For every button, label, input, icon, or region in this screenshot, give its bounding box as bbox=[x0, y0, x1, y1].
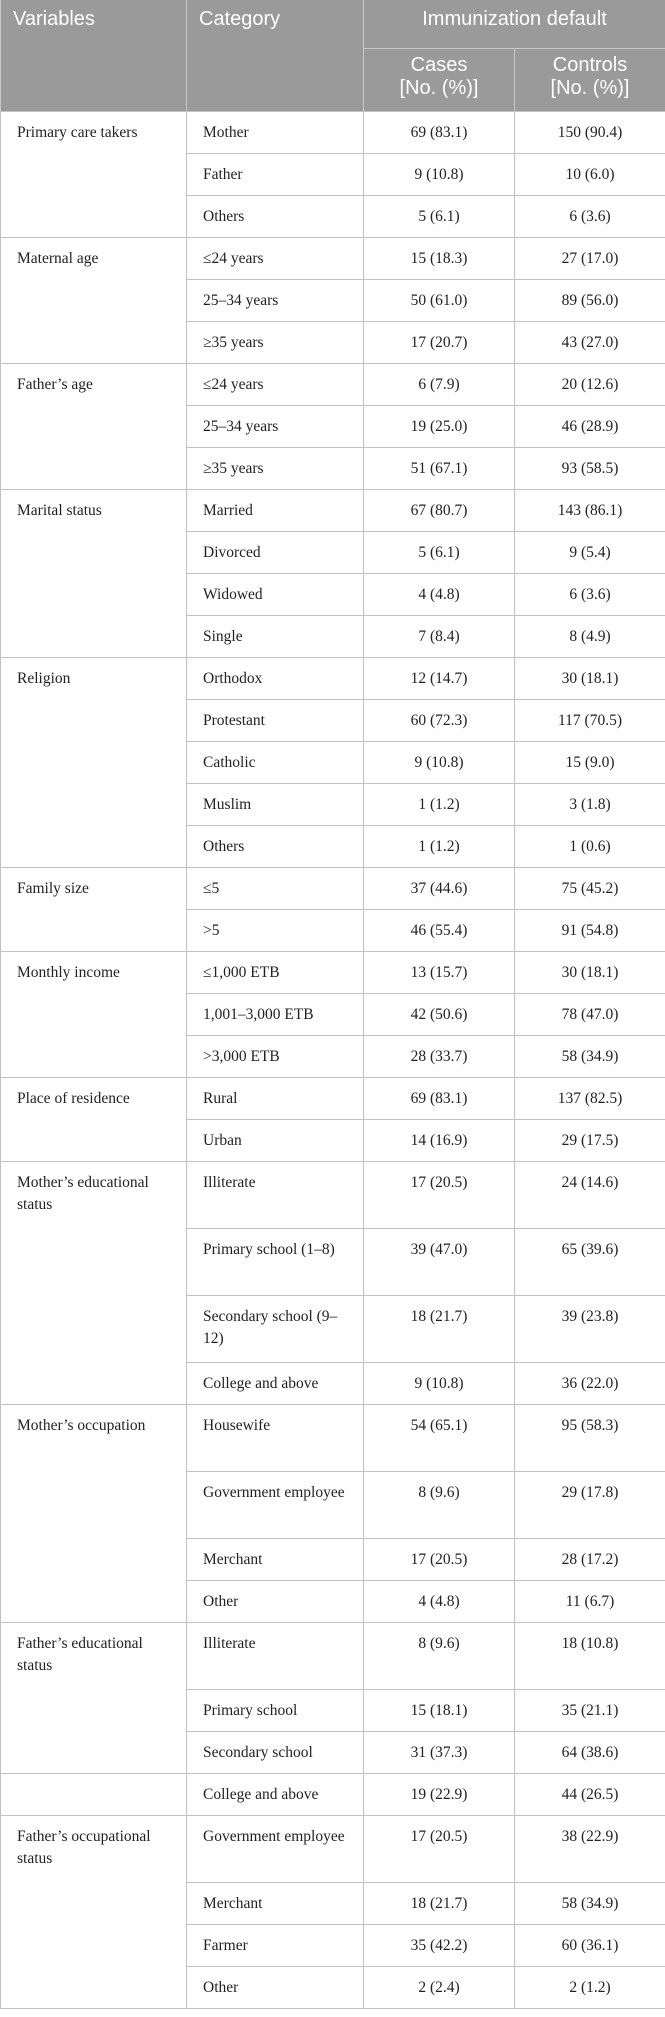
cases-cell: 5 (6.1) bbox=[364, 196, 515, 238]
controls-cell: 93 (58.5) bbox=[515, 448, 665, 490]
category-cell: Secondary school bbox=[187, 1732, 364, 1774]
table-row bbox=[1, 1405, 665, 1472]
table-row bbox=[1, 658, 665, 700]
cases-cell: 14 (16.9) bbox=[364, 1120, 515, 1162]
variable-cell: Mother’s educational status bbox=[1, 1162, 187, 1405]
category-cell: >3,000 ETB bbox=[187, 1036, 364, 1078]
controls-cell: 15 (9.0) bbox=[515, 742, 665, 784]
controls-cell: 58 (34.9) bbox=[515, 1036, 665, 1078]
variable-cell: Mother’s occupation bbox=[1, 1405, 187, 1623]
cases-cell: 17 (20.5) bbox=[364, 1539, 515, 1581]
table-row bbox=[1, 364, 665, 406]
controls-cell: 2 (1.2) bbox=[515, 1967, 665, 2009]
cases-cell: 69 (83.1) bbox=[364, 112, 515, 154]
category-cell: Divorced bbox=[187, 532, 364, 574]
category-cell: Father bbox=[187, 154, 364, 196]
cases-cell: 60 (72.3) bbox=[364, 700, 515, 742]
cases-cell: 37 (44.6) bbox=[364, 868, 515, 910]
controls-cell: 24 (14.6) bbox=[515, 1162, 665, 1229]
cases-cell: 18 (21.7) bbox=[364, 1883, 515, 1925]
header-category: Category bbox=[187, 0, 364, 112]
category-cell: Illiterate bbox=[187, 1162, 364, 1229]
cases-cell: 1 (1.2) bbox=[364, 826, 515, 868]
cases-cell: 31 (37.3) bbox=[364, 1732, 515, 1774]
category-cell: ≤24 years bbox=[187, 364, 364, 406]
category-cell: Merchant bbox=[187, 1883, 364, 1925]
cases-cell: 39 (47.0) bbox=[364, 1229, 515, 1296]
header-cases-label: Cases bbox=[410, 54, 468, 77]
category-cell: Other bbox=[187, 1967, 364, 2009]
controls-cell: 137 (82.5) bbox=[515, 1078, 665, 1120]
cases-cell: 28 (33.7) bbox=[364, 1036, 515, 1078]
controls-cell: 38 (22.9) bbox=[515, 1816, 665, 1883]
category-cell: ≤24 years bbox=[187, 238, 364, 280]
controls-cell: 6 (3.6) bbox=[515, 574, 665, 616]
category-cell: Widowed bbox=[187, 574, 364, 616]
header-cases bbox=[364, 49, 515, 112]
variable-cell: Father’s age bbox=[1, 364, 187, 490]
cases-cell: 9 (10.8) bbox=[364, 742, 515, 784]
header-controls bbox=[515, 49, 665, 112]
header-cases-unit: [No. (%)] bbox=[399, 77, 479, 100]
category-cell: Protestant bbox=[187, 700, 364, 742]
category-cell: Government employee bbox=[187, 1816, 364, 1883]
controls-cell: 10 (6.0) bbox=[515, 154, 665, 196]
cases-cell: 69 (83.1) bbox=[364, 1078, 515, 1120]
category-cell: Others bbox=[187, 826, 364, 868]
category-cell: Catholic bbox=[187, 742, 364, 784]
controls-cell: 29 (17.8) bbox=[515, 1472, 665, 1539]
variable-cell: Father’s occupational status bbox=[1, 1816, 187, 2009]
category-cell: Other bbox=[187, 1581, 364, 1623]
cases-cell: 4 (4.8) bbox=[364, 574, 515, 616]
controls-cell: 18 (10.8) bbox=[515, 1623, 665, 1690]
controls-cell: 117 (70.5) bbox=[515, 700, 665, 742]
cases-cell: 7 (8.4) bbox=[364, 616, 515, 658]
controls-cell: 95 (58.3) bbox=[515, 1405, 665, 1472]
table-header bbox=[1, 0, 665, 112]
category-cell: 25–34 years bbox=[187, 406, 364, 448]
cases-cell: 19 (22.9) bbox=[364, 1774, 515, 1816]
variable-cell: Father’s educational status bbox=[1, 1623, 187, 1774]
cases-cell: 67 (80.7) bbox=[364, 490, 515, 532]
table-row bbox=[1, 1078, 665, 1120]
category-cell: Single bbox=[187, 616, 364, 658]
cases-cell: 46 (55.4) bbox=[364, 910, 515, 952]
controls-cell: 36 (22.0) bbox=[515, 1363, 665, 1405]
cases-cell: 17 (20.7) bbox=[364, 322, 515, 364]
controls-cell: 29 (17.5) bbox=[515, 1120, 665, 1162]
controls-cell: 78 (47.0) bbox=[515, 994, 665, 1036]
category-cell: Primary school bbox=[187, 1690, 364, 1732]
category-cell: Others bbox=[187, 196, 364, 238]
controls-cell: 9 (5.4) bbox=[515, 532, 665, 574]
cases-cell: 54 (65.1) bbox=[364, 1405, 515, 1472]
controls-cell: 11 (6.7) bbox=[515, 1581, 665, 1623]
category-cell: Muslim bbox=[187, 784, 364, 826]
variable-cell bbox=[1, 1774, 187, 1816]
table-row bbox=[1, 238, 665, 280]
category-cell: College and above bbox=[187, 1774, 364, 1816]
cases-cell: 15 (18.3) bbox=[364, 238, 515, 280]
controls-cell: 39 (23.8) bbox=[515, 1296, 665, 1363]
controls-cell: 64 (38.6) bbox=[515, 1732, 665, 1774]
controls-cell: 27 (17.0) bbox=[515, 238, 665, 280]
table-row bbox=[1, 1623, 665, 1690]
variable-cell: Maternal age bbox=[1, 238, 187, 364]
category-cell: Married bbox=[187, 490, 364, 532]
controls-cell: 20 (12.6) bbox=[515, 364, 665, 406]
category-cell: ≥35 years bbox=[187, 448, 364, 490]
header-variables: Variables bbox=[1, 0, 187, 112]
controls-cell: 75 (45.2) bbox=[515, 868, 665, 910]
table-row bbox=[1, 868, 665, 910]
controls-cell: 46 (28.9) bbox=[515, 406, 665, 448]
cases-cell: 1 (1.2) bbox=[364, 784, 515, 826]
cases-cell: 2 (2.4) bbox=[364, 1967, 515, 2009]
category-cell: ≤5 bbox=[187, 868, 364, 910]
category-cell: ≥35 years bbox=[187, 322, 364, 364]
category-cell: Primary school (1–8) bbox=[187, 1229, 364, 1296]
controls-cell: 1 (0.6) bbox=[515, 826, 665, 868]
cases-cell: 12 (14.7) bbox=[364, 658, 515, 700]
category-cell: Rural bbox=[187, 1078, 364, 1120]
category-cell: Secondary school (9–12) bbox=[187, 1296, 364, 1363]
category-cell: College and above bbox=[187, 1363, 364, 1405]
controls-cell: 6 (3.6) bbox=[515, 196, 665, 238]
category-cell: 25–34 years bbox=[187, 280, 364, 322]
controls-cell: 58 (34.9) bbox=[515, 1883, 665, 1925]
header-controls-label: Controls bbox=[552, 54, 628, 77]
cases-cell: 9 (10.8) bbox=[364, 154, 515, 196]
table-row bbox=[1, 952, 665, 994]
category-cell: Housewife bbox=[187, 1405, 364, 1472]
variable-cell: Family size bbox=[1, 868, 187, 952]
variable-cell: Marital status bbox=[1, 490, 187, 658]
category-cell: Urban bbox=[187, 1120, 364, 1162]
table-row bbox=[1, 490, 665, 532]
cases-cell: 9 (10.8) bbox=[364, 1363, 515, 1405]
header-controls-unit: [No. (%)] bbox=[550, 77, 630, 100]
cases-cell: 18 (21.7) bbox=[364, 1296, 515, 1363]
cases-cell: 50 (61.0) bbox=[364, 280, 515, 322]
category-cell: 1,001–3,000 ETB bbox=[187, 994, 364, 1036]
controls-cell: 89 (56.0) bbox=[515, 280, 665, 322]
cases-cell: 5 (6.1) bbox=[364, 532, 515, 574]
cases-cell: 4 (4.8) bbox=[364, 1581, 515, 1623]
variable-cell: Religion bbox=[1, 658, 187, 868]
category-cell: Farmer bbox=[187, 1925, 364, 1967]
cases-cell: 6 (7.9) bbox=[364, 364, 515, 406]
cases-cell: 8 (9.6) bbox=[364, 1472, 515, 1539]
controls-cell: 35 (21.1) bbox=[515, 1690, 665, 1732]
cases-cell: 17 (20.5) bbox=[364, 1162, 515, 1229]
variable-cell: Monthly income bbox=[1, 952, 187, 1078]
controls-cell: 30 (18.1) bbox=[515, 658, 665, 700]
category-cell: ≤1,000 ETB bbox=[187, 952, 364, 994]
table-row bbox=[1, 1816, 665, 1883]
variable-cell: Place of residence bbox=[1, 1078, 187, 1162]
table-row bbox=[1, 1774, 665, 1816]
cases-cell: 35 (42.2) bbox=[364, 1925, 515, 1967]
table-row bbox=[1, 1162, 665, 1229]
controls-cell: 28 (17.2) bbox=[515, 1539, 665, 1581]
category-cell: >5 bbox=[187, 910, 364, 952]
controls-cell: 3 (1.8) bbox=[515, 784, 665, 826]
category-cell: Orthodox bbox=[187, 658, 364, 700]
category-cell: Government employee bbox=[187, 1472, 364, 1539]
category-cell: Merchant bbox=[187, 1539, 364, 1581]
header-immunization-default: Immunization default bbox=[364, 0, 665, 49]
controls-cell: 60 (36.1) bbox=[515, 1925, 665, 1967]
controls-cell: 43 (27.0) bbox=[515, 322, 665, 364]
cases-cell: 13 (15.7) bbox=[364, 952, 515, 994]
cases-cell: 19 (25.0) bbox=[364, 406, 515, 448]
controls-cell: 91 (54.8) bbox=[515, 910, 665, 952]
controls-cell: 30 (18.1) bbox=[515, 952, 665, 994]
category-cell: Mother bbox=[187, 112, 364, 154]
controls-cell: 8 (4.9) bbox=[515, 616, 665, 658]
controls-cell: 44 (26.5) bbox=[515, 1774, 665, 1816]
table-row bbox=[1, 112, 665, 154]
controls-cell: 150 (90.4) bbox=[515, 112, 665, 154]
cases-cell: 42 (50.6) bbox=[364, 994, 515, 1036]
cases-cell: 17 (20.5) bbox=[364, 1816, 515, 1883]
cases-cell: 8 (9.6) bbox=[364, 1623, 515, 1690]
controls-cell: 65 (39.6) bbox=[515, 1229, 665, 1296]
cases-cell: 15 (18.1) bbox=[364, 1690, 515, 1732]
variable-cell: Primary care takers bbox=[1, 112, 187, 238]
cases-cell: 51 (67.1) bbox=[364, 448, 515, 490]
category-cell: Illiterate bbox=[187, 1623, 364, 1690]
table-body bbox=[1, 112, 665, 2009]
controls-cell: 143 (86.1) bbox=[515, 490, 665, 532]
